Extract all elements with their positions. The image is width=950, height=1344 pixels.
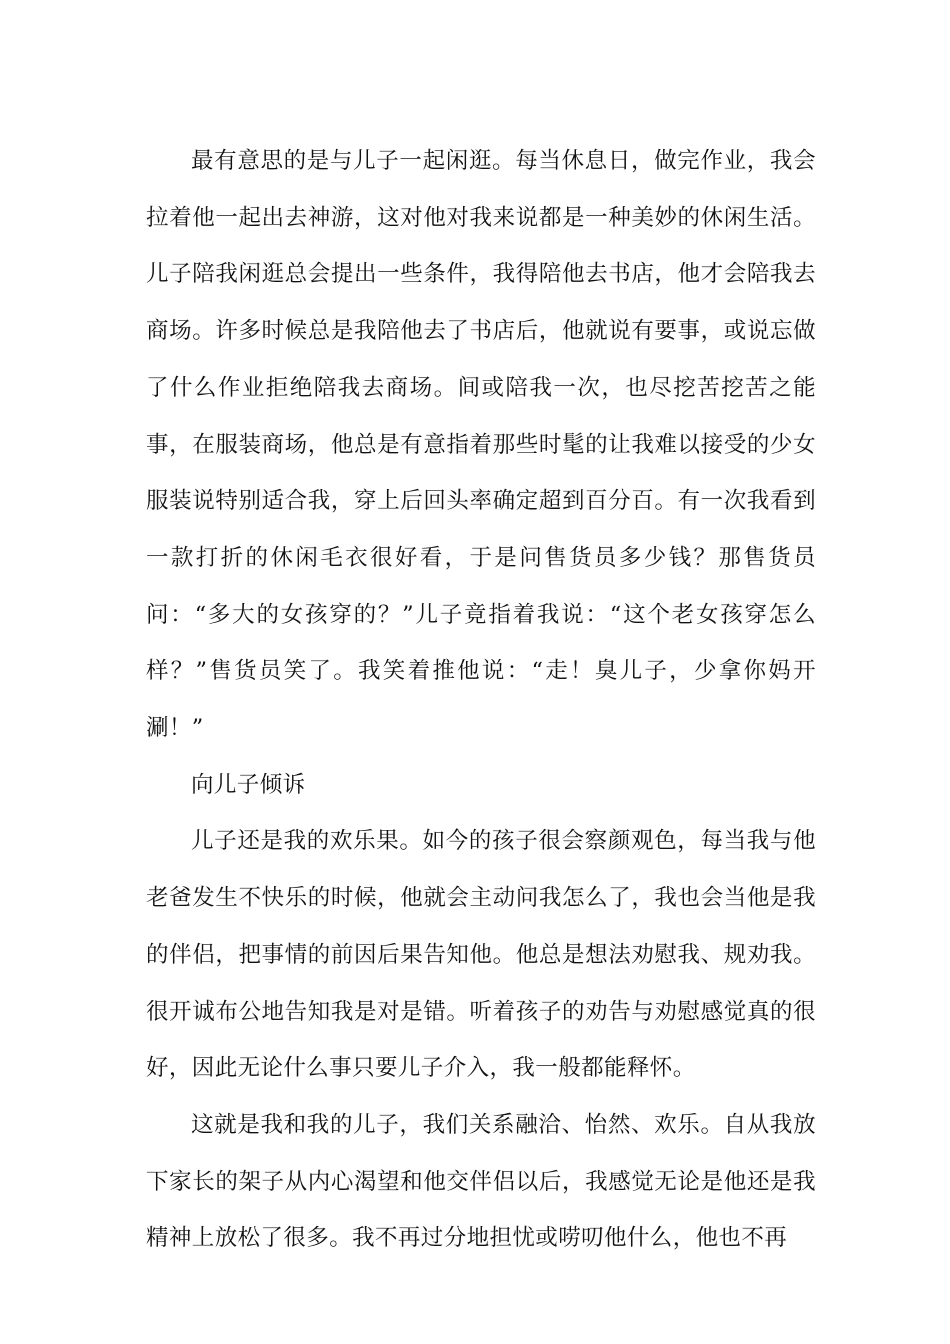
paragraph-confide: 儿子还是我的欢乐果。如今的孩子很会察颜观色，每当我与他老爸发生不快乐的时候，他就会主动问我怎么了，我也会当他是我的伴侣，把事情的前因后果告知他。他总是想法劝慰我、规劝我。很开诚布公地告知我是对是错。听着孩子的劝告与劝慰感觉真的很好，因此无论什么事只要儿子介入，我一般都能释怀。 — [146, 828, 816, 1082]
document-body — [146, 133, 816, 1267]
paragraph-shopping: 最有意思的是与儿子一起闲逛。每当休息日，做完作业，我会拉着他一起出去神游，这对他对我来说都是一种美妙的休闲生活。儿子陪我闲逛总会提出一些条件，我得陪他去书店，他才会陪我去商场。许多时候总是我陪他去了书店后，他就说有要事，或说忘做了什么作业拒绝陪我去商场。间或陪我一次，也尽挖苦挖苦之能事，在服装商场，他总是有意指着那些时髦的让我难以接受的少女服装说特别适合我，穿上后回头率确定超到百分百。有一次我看到一款打折的休闲毛衣很好看，于是问售货员多少钱？那售货员问：“多大的女孩穿的？”儿子竟指着我说：“这个老女孩穿怎么样？”售货员笑了。我笑着推他说：“走！臭儿子，少拿你妈开涮！” — [146, 148, 816, 742]
paragraph-conclusion: 这就是我和我的儿子，我们关系融洽、怡然、欢乐。自从我放下家长的架子从内心渴望和他交伴侣以后，我感觉无论是他还是我精神上放松了很多。我不再过分地担忧或唠叨他什么，他也不再 — [146, 1111, 816, 1252]
section-heading: 向儿子倾诉 — [191, 771, 306, 798]
